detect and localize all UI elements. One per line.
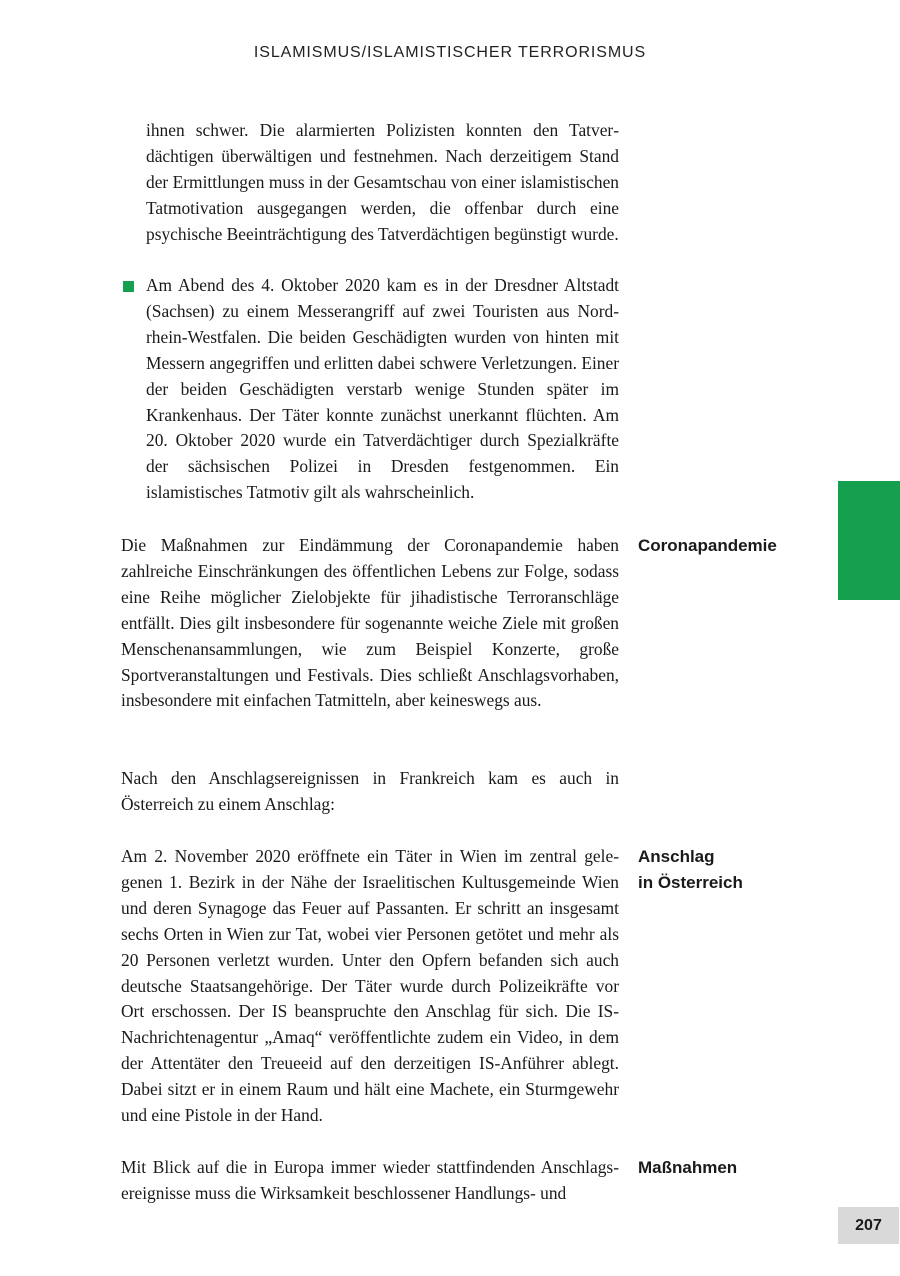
margin-heading-austria: [638, 844, 818, 896]
margin-heading-austria-line1: Anschlag: [638, 847, 715, 866]
vienna-attack-paragraph: Am 2. November 2020 eröffnete ein Täter in Wien im zentral gelegenen 1. Bezirk in der Nähe der Israelitischen Kultusgemeinde Wien und deren Synagoge das Feuer auf Passanten. Er schritt an insgesamt sechs Orten in Wien zur Tat, wobei vier Personen getötet und mehr als 20 Personen verletzt wurden. Unter den Opfern befanden sich auch deutsche Staatsangehörige. Der Täter wurde durch Polizeikräfte vor Ort erschossen. Der IS beanspruchte den Anschlag für sich. Die IS-Nachrichtenagentur „Amaq“ veröffentlichte zudem ein Video, in dem der Attentäter den Treueeid auf den derzeitigen IS-Anführer ablegt. Dabei sitzt er in einem Raum und hält eine Machete, ein Sturmgewehr und eine Pistole in der Hand.: [121, 846, 619, 1126]
chapter-tab-marker: [838, 481, 900, 600]
bullet-item-dresden: Am Abend des 4. Oktober 2020 kam es in der Dresdner Altstadt (Sachsen) zu einem Messerangriff auf zwei Touristen aus Nordrhein-Westfalen. Die beiden Geschädigten wurden von hinten mit Messern angegriffen und erlitten dabei schwere Verletzungen. Einer der beiden Geschädigten verstarb wenige Stunden später im Krankenhaus. Der Täter konnte zunächst unerkannt flüchten. Am 20. Oktober 2020 wurde ein Tatverdächtiger durch Spezialkräfte der sächsischen Polizei in Dresden festgenommen. Ein islamistisches Tatmotiv gilt als wahrscheinlich.: [146, 275, 619, 503]
corona-paragraph: Die Maßnahmen zur Eindämmung der Coronapandemie haben zahlreiche Einschränkungen des öffentlichen Lebens zur Folge, sodass eine Reihe möglicher Zielobjekte für jihadistische Terroranschläge entfällt. Dies gilt insbesondere für sogenannte weiche Ziele mit großen Menschenansammlungen, wie zum Beispiel Konzerte, große Sportveranstaltungen und Festivals. Dies schließt Anschlagsvorhaben, insbesondere mit einfachen Tatmitteln, aber keineswegs aus.: [121, 535, 619, 711]
running-header: ISLAMISMUS/ISLAMISTISCHER TERRORISMUS: [253, 44, 647, 61]
margin-heading-corona: Coronapandemie: [638, 536, 777, 555]
bullet-square-icon: [123, 281, 134, 292]
measures-paragraph: Mit Blick auf die in Europa immer wieder stattfindenden Anschlagsereignisse muss die Wirksamkeit beschlossener Handlungs- und: [121, 1157, 619, 1203]
page-number: 207: [838, 1207, 899, 1244]
margin-heading-measures: Maßnahmen: [638, 1158, 738, 1177]
margin-heading-austria-line2: in Österreich: [638, 873, 743, 892]
continued-paragraph: ihnen schwer. Die alarmierten Polizisten konnten den Tatverdächtigen überwältigen und festnehmen. Nach derzeitigem Stand der Ermittlungen muss in der Gesamtschau von einer islamistischen Tatmotivation ausgegangen werden, die offenbar durch eine psychische Beeinträchtigung des Tatverdächtigen begünstigt wurde.: [146, 120, 619, 244]
austria-intro-paragraph: Nach den Anschlagsereignissen in Frankreich kam es auch in Österreich zu einem Anschlag:: [121, 768, 619, 814]
